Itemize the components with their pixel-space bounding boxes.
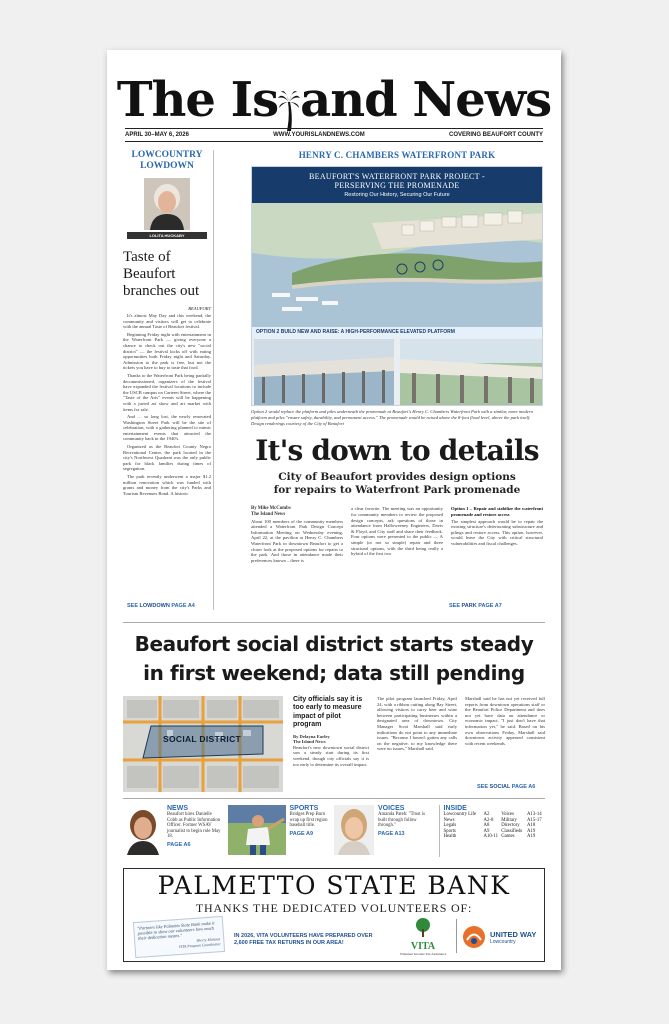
teaser-news[interactable]: NEWS Beaufort hires Danielle Cobb as Public Information Officer. Former WSAV journalist to begin role May 18. PAGE A6: [123, 805, 222, 857]
social-district-map: [123, 696, 283, 792]
social-col-2: The pilot program launched Friday, April 24, with a ribbon cutting along Bay Street, allowing visitors to carry beer and wine between participating businesses within a designated area of downtown. City Manager Scott Marshall said early indications do not point to any immediate issues. "Because I haven't gotten any calls on the negative, to my knowledge there were no issues," Marshall said.: [377, 696, 457, 752]
inside-index: [439, 805, 545, 857]
aerial-view-illustration: [252, 203, 543, 327]
vita-logo: VITA Volunteer Income Tax Assistance: [394, 917, 452, 957]
volunteer-quote-card: "Partners like Palmetto State Bank make it possible to show our volunteers how much their dedication means." Sherry Mattaux VITA Program Coordinator: [133, 916, 225, 958]
teaser-divider: [123, 798, 545, 799]
see-lowdown-link[interactable]: SEE LOWDOWN PAGE A4: [127, 603, 195, 609]
photo-caption: Option 2 would replace the platform and piles underneath the promenade at Beaufort's Henry C. Chambers Waterfront Park with a similar, more modern platform and piles "ensure safety, durability, and permanent access." The promenade would be raised above the 8-foot flood level, above the park itself. Design renderings courtesy of the City of Beaufort: [251, 409, 533, 426]
feature-col-3: Option 1 – Repair and stabilize the waterfront promenade and restore access The simplest approach would be to repair the existing structure's deteriorating substructure and pilings and restore access. This option, however, would leave the City with critical structural vulnerabilities and fiscal challenges.: [451, 506, 543, 546]
bank-name: PALMETTO STATE BANK: [157, 871, 511, 900]
issue-date: APRIL 30–MAY 6, 2026: [125, 132, 189, 138]
logo-divider: [456, 919, 457, 953]
column-section-title: LOWCOUNTRY LOWDOWN: [131, 150, 203, 171]
social-subhead: City officials say it is too early to measure impact of pilot program: [293, 696, 363, 729]
table-row[interactable]: News A2-8 Military A15-17: [443, 817, 542, 823]
news-photo: [123, 805, 163, 855]
social-col-3: Marshall said he has not yet received full reports from downtown operations staff or the Beaufort Police Department and does not yet have data on attendance or economic impact. "I just don't have that information yet," he said. Based on his own observations Friday, Marshall said downtown activity appeared consistent with recent weekends.: [465, 696, 545, 746]
palm-tree-icon: [278, 86, 300, 130]
tree-icon: [413, 917, 433, 937]
park-rendering: [251, 166, 543, 406]
see-social-link[interactable]: SEE SOCIAL PAGE A6: [477, 784, 536, 790]
teaser-bar: [123, 805, 545, 857]
columnist-name: LOLITA HUCKABY: [127, 232, 207, 239]
feature-body-columns: [251, 506, 543, 563]
see-park-link[interactable]: SEE PARK PAGE A7: [449, 603, 502, 609]
option-label: OPTION 2 BUILD NEW AND RAISE: A HIGH-PERFORMANCE ELEVATED PLATFORM: [252, 327, 543, 337]
masthead-title-end: and News: [300, 72, 552, 128]
inside-title: INSIDE: [443, 805, 467, 812]
feature-kicker: HENRY C. CHAMBERS WATERFRONT PARK: [298, 150, 496, 160]
website-url[interactable]: WWW.YOURISLANDNEWS.COM: [273, 132, 365, 138]
columnist-photo: [144, 178, 190, 230]
elevated-platform-photos: [252, 337, 543, 406]
inside-table: [444, 812, 545, 840]
masthead-title-start: The Is: [116, 72, 279, 128]
column-headline: Taste of Beaufort branches out: [123, 249, 200, 299]
ad-headline: THANKS THE DEDICATED VOLUNTEERS OF:: [195, 901, 473, 915]
feature-story: [251, 150, 543, 563]
united-way-icon: [462, 925, 486, 949]
voices-photo: [334, 805, 374, 855]
masthead: [107, 70, 561, 130]
section-divider: [123, 622, 545, 623]
lowdown-column: [123, 150, 211, 610]
feature-headline[interactable]: It's down to details: [255, 434, 539, 468]
table-row[interactable]: Health A10-11 Games A19: [443, 834, 536, 840]
table-row[interactable]: Lowcountry Life A2 Voices A13-14: [443, 812, 542, 817]
newspaper-page: [107, 50, 561, 970]
social-body-columns: [293, 696, 545, 767]
coverage-area: COVERING BEAUFORT COUNTY: [448, 132, 543, 138]
info-bar: [125, 128, 543, 142]
teaser-sports[interactable]: SPORTS Bridges Prep Burn wrap up first region baseball title. PAGE A9: [228, 805, 328, 857]
column-body: It's almost May Day and this weekend, the community and visitors will get to celebrate with the annual Taste of Beaufort festival. Beginning Friday night with entertainment in the Waterfront Park — giving everyone a chance to check out the city's new "social district" — the festival kicks off with eating opportunities both Friday night and Saturday. Admission to the park is free, but not the tickets you have to buy to taste that food. Thanks to the Waterfront Park being partially decommissioned, organizers of the festival have expanded the festival locations to include the USCB campus on Carteret Street, where the "Taste of the Arts" events will be happening with a juried art show and art market with items for sale. And … so long lost, the newly renovated Washington Street Park will be the site of celebration, with a gathering planned to mimic entertainment events that attracted the community back in the 1940's. Organized as the Beaufort County Negro Recreational Center, the park located in the city's Northwest Quadrant was the only public park for black families during times of segregation. The park recently underwent a major $1.2 million renovation which was funded with grants and money from the city's Parks and Tourism Revenues Bond. A historic: [123, 313, 211, 496]
column-dateline: BEAUFORT: [188, 306, 211, 311]
table-row[interactable]: Sports A9 Classifieds A19: [443, 828, 536, 834]
column-divider: [213, 150, 214, 610]
social-district-headline[interactable]: Beaufort social district starts steady in first weekend; data still pending: [134, 632, 534, 685]
social-col-1: City officials say it is too early to measure impact of pilot program By Delayna Earley The Island News Beaufort's new downtown social district saw a steady start during its first weekend, though city officials say it is too early to determine its overall impact.: [293, 696, 369, 767]
feature-col-1: By Mike McCombs The Island News About 100 members of the community members attended a Waterfront Park Design Concept Information Meeting on Wednesday evening, April 22, at the pavilion at Henry C. Chambers Waterfront Park in downtown Beaufort to get a closer look at the proposed options for repairs to the park. And those in attendance made their preferences known – there is: [251, 506, 343, 563]
palmetto-bank-ad[interactable]: [123, 868, 545, 962]
rendering-header: BEAUFORT'S WATERFRONT PARK PROJECT - PERSERVING THE PROMENADE Restoring Our History, Securing Our Future: [252, 167, 542, 203]
map-label: SOCIAL DISTRICT: [163, 734, 242, 744]
sports-photo: [228, 805, 286, 855]
feature-col-2: a clear favorite. The meeting was an opportunity for community members to review the proposed design concepts, ask questions of those in attendance from Halloweeney Engineers, Davis & Floyd, and City staff and share their feedback. Four options were presented to the public — A simple (or not so simple) repair and three structural options, with the third being really a hybrid of the first two: [351, 506, 443, 557]
united-way-logo: UNITED WAY Lowcountry: [462, 921, 542, 953]
vita-statement: IN 2026, VITA VOLUNTEERS HAVE PREPARED OVER 2,600 FREE TAX RETURNS IN OUR AREA!: [234, 933, 373, 946]
table-row[interactable]: Legals A8 Directory A18: [443, 823, 536, 829]
teaser-voices[interactable]: VOICES Amanda Pateh: "Trust is built through follow through." PAGE A13: [334, 805, 433, 857]
feature-subhead: City of Beaufort provides design options for repairs to Waterfront Park promenade: [273, 471, 521, 496]
